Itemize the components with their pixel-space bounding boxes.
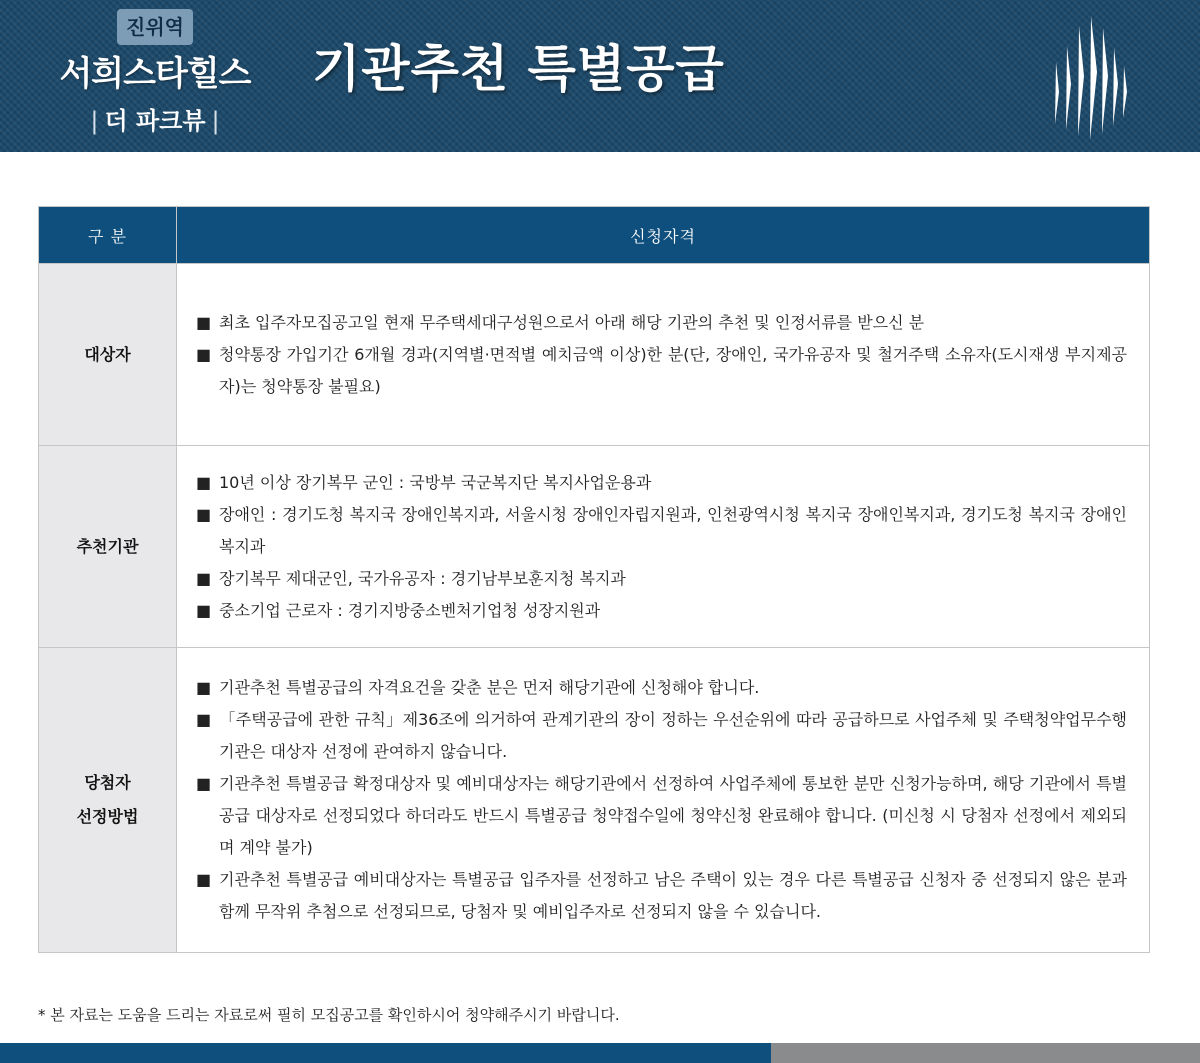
list-item bbox=[196, 768, 1127, 864]
footer-bar-blue bbox=[0, 1043, 771, 1063]
station-badge: 진위역 bbox=[117, 9, 193, 45]
list-item-text: 기관추천 특별공급 확정대상자 및 예비대상자는 해당기관에서 선정하여 사업주체에 통보한 분만 신청가능하며, 해당 기관에서 특별공급 대상자로 선정되었다 하더라도 반드시 특별공급 청약접수일에 청약신청 완료해야 합니다. (미신청 시 당첨자 선정에서 제외되며 계약 불가) bbox=[219, 774, 1127, 857]
row-content bbox=[177, 648, 1150, 953]
list-item-text: 장애인 : 경기도청 복지국 장애인복지과, 서울시청 장애인자립지원과, 인천광역시청 복지국 장애인복지과, 경기도청 복지국 장애인복지과 bbox=[219, 504, 1127, 556]
row-label-line: 대상자 bbox=[84, 344, 131, 364]
brand-subtitle bbox=[50, 104, 260, 138]
bullet-icon: ■ bbox=[196, 472, 212, 492]
list-item bbox=[196, 704, 1127, 768]
table-row bbox=[39, 648, 1150, 953]
list-item bbox=[196, 563, 1127, 595]
footer-bar-gray bbox=[771, 1043, 1200, 1063]
table-row bbox=[39, 264, 1150, 446]
bullet-icon: ■ bbox=[196, 710, 212, 729]
table-header-row bbox=[39, 207, 1150, 264]
row-label bbox=[39, 264, 177, 446]
row-label-line: 당첨자 bbox=[84, 773, 131, 792]
bullet-icon: ■ bbox=[196, 504, 212, 524]
list-item bbox=[196, 864, 1127, 928]
page-header bbox=[0, 0, 1200, 152]
bullet-icon: ■ bbox=[196, 774, 212, 793]
list-item-text: 기관추천 특별공급의 자격요건을 갖춘 분은 먼저 해당기관에 신청해야 합니다. bbox=[219, 678, 760, 697]
list-item-text: 기관추천 특별공급 예비대상자는 특별공급 입주자를 선정하고 남은 주택이 있는 경우 다른 특별공급 신청자 중 선정되지 않은 분과 함께 무작위 추첨으로 선정되므로, 당첨자 및 예비입주자로 선정되지 않을 수 있습니다. bbox=[219, 870, 1127, 921]
list-item-text: 청약통장 가입기간 6개월 경과(지역별·면적별 예치금액 이상)한 분(단, 장애인, 국가유공자 및 철거주택 소유자(도시재생 부지제공자)는 청약통장 불필요) bbox=[219, 344, 1127, 396]
bullet-icon: ■ bbox=[196, 870, 212, 889]
bullet-icon: ■ bbox=[196, 600, 212, 620]
header-category: 구 분 bbox=[39, 207, 177, 264]
row-label bbox=[39, 648, 177, 953]
subtitle-bar-left: | bbox=[90, 107, 99, 135]
table-row bbox=[39, 446, 1150, 648]
list-item bbox=[196, 307, 1127, 339]
list-item bbox=[196, 595, 1127, 627]
header-qualification: 신청자격 bbox=[177, 207, 1150, 264]
brand-subtitle-text: 더 파크뷰 bbox=[104, 107, 206, 135]
list-item-text: 최초 입주자모집공고일 현재 무주택세대구성원으로서 아래 해당 기관의 추천 및 인정서류를 받으신 분 bbox=[219, 312, 925, 332]
subtitle-bar-right: | bbox=[211, 107, 220, 135]
brand-logo-icon bbox=[1050, 12, 1130, 140]
list-item-text: 10년 이상 장기복무 군인 : 국방부 국군복지단 복지사업운용과 bbox=[219, 472, 652, 492]
row-content bbox=[177, 446, 1150, 648]
row-content bbox=[177, 264, 1150, 446]
row-label-line: 추천기관 bbox=[76, 536, 139, 556]
list-item-text: 중소기업 근로자 : 경기지방중소벤처기업청 성장지원과 bbox=[219, 600, 601, 620]
list-item bbox=[196, 499, 1127, 563]
footnote: * 본 자료는 도움을 드리는 자료로써 필히 모집공고를 확인하시어 청약해주시기 바랍니다. bbox=[38, 1006, 620, 1024]
list-item bbox=[196, 339, 1127, 403]
bullet-icon: ■ bbox=[196, 678, 212, 697]
bullet-icon: ■ bbox=[196, 312, 212, 332]
bullet-icon: ■ bbox=[196, 568, 212, 588]
row-label bbox=[39, 446, 177, 648]
eligibility-table bbox=[38, 206, 1150, 953]
bullet-icon: ■ bbox=[196, 344, 212, 364]
list-item bbox=[196, 672, 1127, 704]
brand-name: 서희스타힐스 bbox=[59, 54, 251, 94]
list-item-text: 「주택공급에 관한 규칙」제36조에 의거하여 관계기관의 장이 정하는 우선순위에 따라 공급하므로 사업주체 및 주택청약업무수행기관은 대상자 선정에 관여하지 않습니다. bbox=[219, 710, 1127, 761]
list-item-text: 장기복무 제대군인, 국가유공자 : 경기남부보훈지청 복지과 bbox=[219, 568, 626, 588]
page-title: 기관추천 특별공급 bbox=[312, 40, 725, 98]
row-label-line: 선정방법 bbox=[76, 807, 139, 826]
list-item bbox=[196, 467, 1127, 499]
